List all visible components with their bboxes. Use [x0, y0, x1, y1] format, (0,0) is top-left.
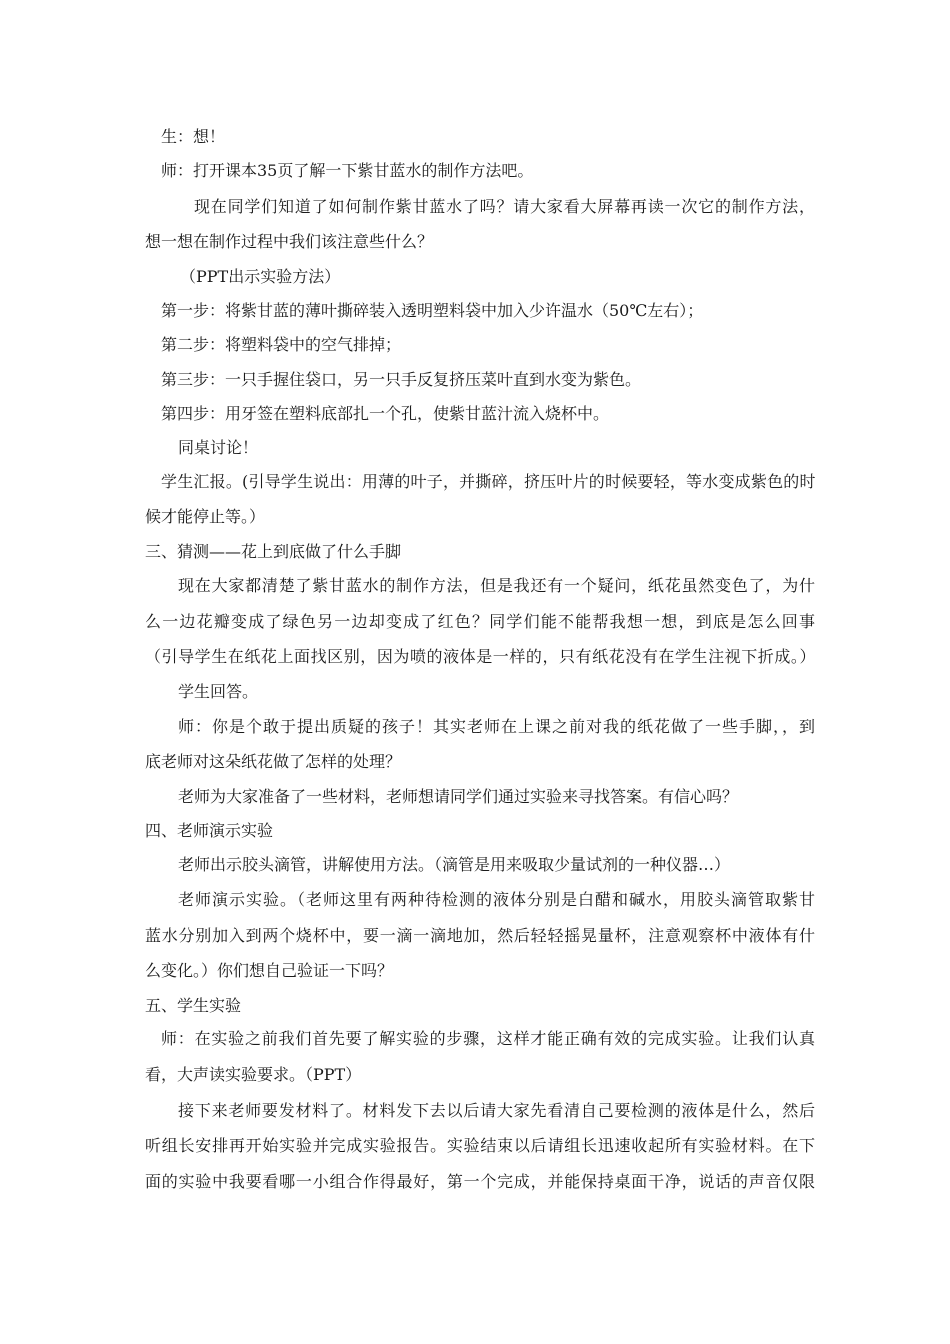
- text-line: 师：在实验之前我们首先要了解实验的步骤，这样才能正确有效的完成实验。让我们认真: [161, 1029, 815, 1048]
- text-line: （引导学生在纸花上面找区别，因为喷的液体是一样的，只有纸花没有在学生注视下折成。）: [145, 647, 815, 666]
- text-line: 候才能停止等。）: [145, 507, 266, 526]
- text-line: 么一边花瓣变成了绿色另一边却变成了红色？同学们能不能帮我想一想，到底是怎么回事: [145, 612, 815, 631]
- text-line: 同桌讨论！: [178, 438, 259, 457]
- text-line: 底老师对这朵纸花做了怎样的处理？: [145, 752, 402, 771]
- text-line: 现在大家都清楚了紫甘蓝水的制作方法，但是我还有一个疑问，纸花虽然变色了，为什: [178, 576, 815, 595]
- text-line: 第一步：将紫甘蓝的薄叶撕碎装入透明塑料袋中加入少许温水（50℃左右）；: [161, 301, 704, 320]
- text-line: （PPT出示实验方法）: [180, 267, 341, 286]
- text-line: 看，大声读实验要求。（PPT）: [145, 1065, 362, 1084]
- text-line: 想一想在制作过程中我们该注意些什么？: [145, 232, 434, 251]
- text-line: 生：想！: [161, 127, 226, 146]
- text-line: 第三步：一只手握住袋口，另一只手反复挤压菜叶直到水变为紫色。: [161, 370, 642, 389]
- text-line: 老师出示胶头滴管，讲解使用方法。（滴管是用来吸取少量试剂的一种仪器…）: [178, 855, 731, 874]
- text-line: 学生汇报。(引导学生说出：用薄的叶子，并撕碎，挤压叶片的时候要轻，等水变成紫色的时: [161, 472, 815, 491]
- text-line: 现在同学们知道了如何制作紫甘蓝水了吗？请大家看大屏幕再读一次它的制作方法，: [194, 197, 815, 216]
- text-line: 学生回答。: [178, 682, 259, 701]
- text-line: 第二步：将塑料袋中的空气排掉；: [161, 335, 402, 354]
- text-line: 第四步：用牙签在塑料底部扎一个孔，使紫甘蓝汁流入烧杯中。: [161, 404, 610, 423]
- text-line: 老师为大家准备了一些材料，老师想请同学们通过实验来寻找答案。有信心吗？: [178, 787, 739, 806]
- text-line: 老师演示实验。（老师这里有两种待检测的液体分别是白醋和碱水，用胶头滴管取紫甘: [178, 890, 815, 909]
- text-line: 师：打开课本35页了解一下紫甘蓝水的制作方法吧。: [161, 161, 534, 180]
- text-line: 师：你是个敢于提出质疑的孩子！其实老师在上课之前对我的纸花做了一些手脚，，到: [178, 717, 815, 736]
- section-heading: 五、学生实验: [145, 996, 242, 1015]
- text-line: 面的实验中我要看哪一小组合作得最好，第一个完成，并能保持桌面干净，说话的声音仅限: [145, 1172, 815, 1191]
- text-line: 蓝水分别加入到两个烧杯中，要一滴一滴地加，然后轻轻摇晃量杯，注意观察杯中液体有什: [145, 926, 815, 945]
- section-heading: 四、老师演示实验: [145, 821, 274, 840]
- text-line: 听组长安排再开始实验并完成实验报告。实验结束以后请组长迅速收起所有实验材料。在下: [145, 1136, 815, 1155]
- section-heading: 三、猜测——花上到底做了什么手脚: [145, 542, 402, 561]
- text-line: 么变化。）你们想自己验证一下吗？: [145, 961, 394, 980]
- text-line: 接下来老师要发材料了。材料发下去以后请大家先看清自己要检测的液体是什么，然后: [178, 1101, 815, 1120]
